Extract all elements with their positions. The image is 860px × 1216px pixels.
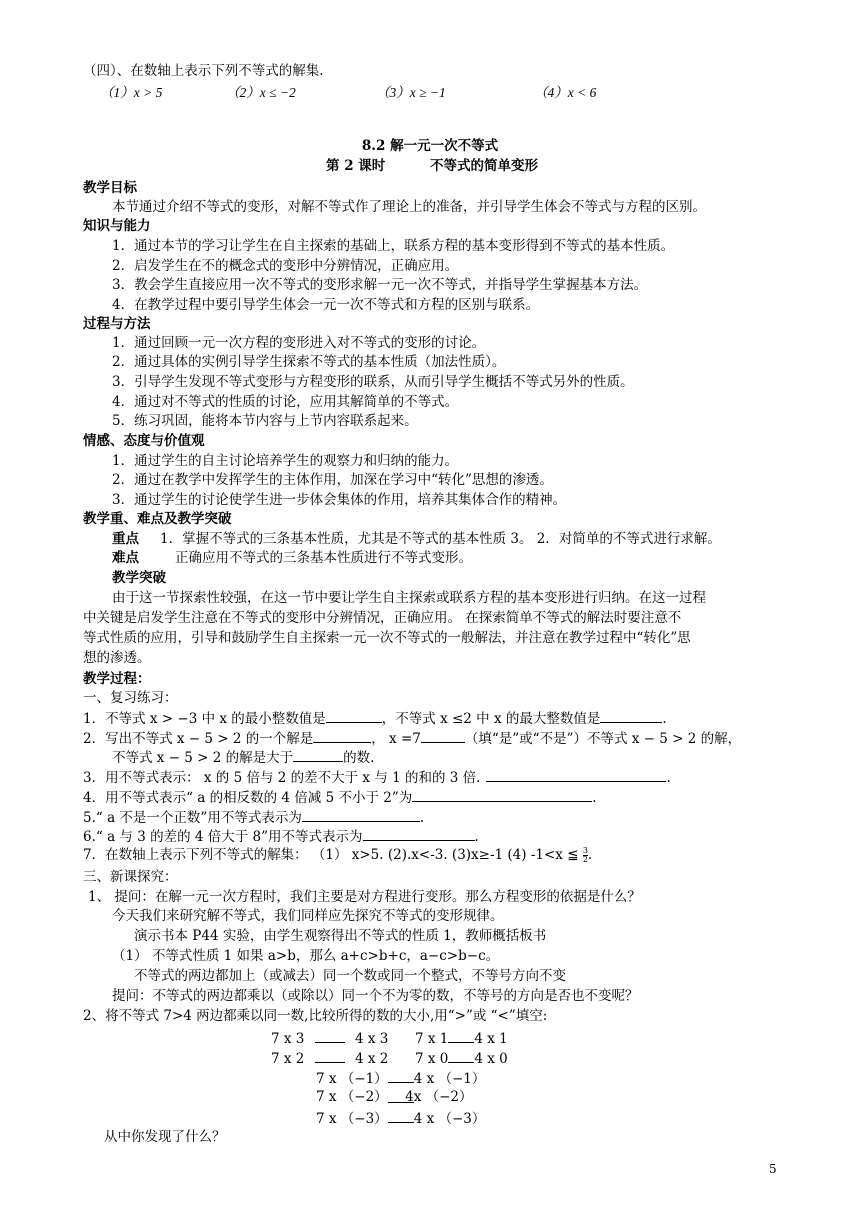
question-5 — [83, 807, 424, 827]
filled-blank — [388, 1088, 414, 1103]
blank — [302, 807, 420, 822]
new-lesson-heading: 三、新课探究： — [83, 869, 178, 885]
lesson-topic: 不等式的简单变形 — [430, 158, 538, 174]
process-method-item: 5．练习巩固，能将本节内容与上节内容联系起来。 — [112, 413, 418, 429]
knowledge-item: 2．启发学生在不的概念式的变形中分辨情况，正确应用。 — [112, 258, 459, 274]
expr: 4 x 2 — [354, 1051, 389, 1067]
section4-item-4: （4）x < 6 — [534, 85, 597, 100]
question-4 — [83, 787, 597, 807]
q1-part-a: 1．不等式 x > −3 中 x 的最小整数值是 — [83, 711, 326, 727]
q2-part-e: 的数. — [343, 750, 375, 766]
process-method-heading: 过程与方法 — [83, 316, 151, 332]
zhongdian-label: 重点 — [112, 531, 139, 547]
fraction-numerator: 3 — [582, 846, 588, 855]
new-lesson-p5: 不等式的两边都加上（或减去）同一个数或同一个整式，不等号方向不变 — [134, 968, 566, 984]
blank — [313, 728, 371, 743]
expr: 7 x 0 — [415, 1051, 449, 1067]
goals-heading: 教学目标 — [83, 180, 137, 196]
blank — [388, 1108, 414, 1123]
question-2 — [83, 728, 741, 748]
knowledge-item: 1．通过本节的学习让学生在自主探索的基础上，联系方程的基本变形得到不等式的基本性质。 — [112, 238, 675, 254]
goals-intro: 本节通过介绍不等式的变形，对解不等式作了理论上的准备，并引导学生体会不等式与方程的区别。 — [112, 199, 706, 215]
expr: 4 x 3 — [354, 1031, 389, 1047]
process-method-item: 4．通过对不等式的性质的讨论，应用其解简单的不等式。 — [112, 394, 459, 410]
blank — [388, 1068, 414, 1083]
expr: 7 x （−3） — [316, 1111, 388, 1127]
q1-part-b: ，不等式 x ≤2 中 x 的最大整数值是 — [381, 711, 601, 727]
compare-row — [316, 1068, 485, 1088]
section4-item-1: （1）x > 5 — [100, 85, 163, 100]
period: . — [666, 770, 671, 786]
compare-row — [271, 1028, 388, 1048]
expr: 7 x 1 — [415, 1031, 449, 1047]
q2-part-d: 不等式 x − 5 > 2 的解是大于 — [112, 750, 294, 766]
q7-text: 7．在数轴上表示下列不等式的解集： （1） x>5. (2).x<-3. (3)x≥-1 (4) -1<x ≦ — [83, 847, 579, 863]
period: . — [419, 810, 425, 826]
blank — [293, 747, 343, 762]
compare-row — [316, 1088, 473, 1106]
blank — [448, 1028, 474, 1043]
fraction-denominator: 2 — [582, 855, 588, 864]
section4-title: （四）、在数轴上表示下列不等式的解集. — [83, 63, 324, 79]
blank — [600, 708, 662, 723]
knowledge-heading: 知识与能力 — [83, 218, 151, 234]
process-method-item: 2．通过具体的实例引导学生探索不等式的基本性质（加法性质）。 — [112, 354, 506, 370]
period: . — [662, 711, 667, 727]
blank — [448, 1048, 474, 1063]
new-lesson-p6: 提问：不等式的两边都乘以（或除以）同一个不为零的数，不等号的方向是否也不变呢？ — [112, 988, 639, 1004]
expr: 4 x （−3） — [413, 1111, 486, 1127]
expr: 7 x 3 — [271, 1031, 305, 1047]
page-title: 8.2 解一元一次不等式 — [361, 138, 499, 154]
emotion-item: 1．通过学生的自主讨论培养学生的观察力和归纳的能力。 — [112, 453, 459, 469]
page-number: 5 — [769, 1162, 777, 1176]
section4-item-3: （3）x ≥ −1 — [376, 85, 446, 100]
process-heading: 教学过程： — [83, 671, 151, 687]
question-7 — [83, 846, 592, 864]
question-3 — [83, 767, 671, 787]
conclusion-question: 从中你发现了什么？ — [104, 1129, 226, 1145]
question-1 — [83, 708, 667, 728]
expr: 7 x （−1） — [316, 1071, 388, 1087]
blank — [412, 787, 592, 802]
compare-row — [415, 1048, 508, 1068]
key-points-heading: 教学重、难点及教学突破 — [83, 511, 232, 527]
tupo-line: 想的渗透。 — [83, 650, 151, 666]
q6-text: 6.“ a 与 3 的差的 4 倍大于 8”用不等式表示为 — [83, 829, 363, 845]
q2-part-a: 2．写出不等式 x − 5 > 2 的一个解是 — [83, 731, 314, 747]
new-lesson-p1: 1、 提问：在解一元一次方程时，我们主要是对方程进行变形。那么方程变形的依据是什么？ — [88, 889, 641, 905]
blank — [315, 1028, 345, 1043]
knowledge-item: 3．教会学生直接应用一次不等式的变形求解一元一次不等式，并指导学生掌握基本方法。 — [112, 277, 648, 293]
period: . — [592, 790, 597, 806]
blank — [326, 708, 382, 723]
new-lesson-p3: 演示书本 P44 实验，由学生观察得出不等式的性质 1，教师概括板书 — [134, 928, 547, 944]
emotion-heading: 情感、态度与价值观 — [83, 433, 205, 449]
new-lesson-p2: 今天我们来研究解不等式，我们同样应先探究不等式的变形规律。 — [112, 908, 504, 924]
tupo-line: 中关键是启发学生注意在不等式的变形中分辨情况，正确应用。 在探索简单不等式的解法时要注意不 — [83, 610, 682, 626]
process-method-item: 3．引导学生发现不等式变形与方程变形的联系，从而引导学生概括不等式另外的性质。 — [112, 374, 634, 390]
expr: 7 x （−2） — [316, 1089, 388, 1105]
expr: x （−2） — [413, 1089, 473, 1105]
new-lesson-p7: 2、将不等式 7>4 两边都乘以同一数,比较所得的数的大小,用“>”或 “<”填空: — [83, 1008, 548, 1024]
tupo-heading: 教学突破 — [112, 570, 166, 586]
blank — [421, 728, 465, 743]
q3-text: 3．用不等式表示： x 的 5 倍与 2 的差不大于 x 与 1 的和的 3 倍. — [83, 770, 481, 786]
question-2-cont — [112, 747, 374, 767]
q4-text: 4．用不等式表示“ a 的相反数的 4 倍减 5 不小于 2”为 — [83, 790, 413, 806]
expr: 4 x 0 — [474, 1051, 508, 1067]
section4-item-2: （2）x ≤ −2 — [226, 85, 296, 100]
new-lesson-p4: （1） 不等式性质 1 如果 a>b，那么 a+c>b+c，a−c>b−c。 — [112, 948, 500, 964]
tupo-line: 由于这一节探索性较强，在这一节中要让学生自主探索或联系方程的基本变形进行归纳。在这一过程 — [112, 590, 706, 606]
blank — [363, 826, 475, 841]
compare-row — [316, 1108, 485, 1128]
expr: 7 x 2 — [271, 1051, 305, 1067]
blank — [486, 767, 666, 782]
expr: 4 x （−1） — [413, 1071, 486, 1087]
lesson-label: 第 2 课时 — [326, 158, 386, 174]
knowledge-item: 4．在教学过程中要引导学生体会一元一次不等式和方程的区别与联系。 — [112, 297, 540, 313]
process-method-item: 1．通过回顾一元一次方程的变形进入对不等式的变形的讨论。 — [112, 335, 486, 351]
q2-part-b: ， x =7 — [371, 731, 421, 747]
q5-text: 5.“ a 不是一个正数”用不等式表示为 — [83, 810, 302, 826]
nandian-label: 难点 — [112, 550, 139, 566]
nandian-text: 正确应用不等式的三条基本性质进行不等式变形。 — [175, 550, 472, 566]
compare-row — [415, 1028, 508, 1048]
blank-fill: 4 — [405, 1089, 414, 1105]
review-heading: 一、复习练习： — [83, 690, 178, 706]
zhongdian-text: 1．掌握不等式的三条基本性质，尤其是不等式的基本性质 3。 2．对简单的不等式进行求解。 — [160, 531, 721, 547]
tupo-line: 等式性质的应用，引导和鼓励学生自主探索一元一次不等式的一般解法，并注意在教学过程中“转化”思 — [83, 630, 691, 646]
expr: 4 x 1 — [474, 1031, 508, 1047]
period: . — [474, 829, 479, 845]
emotion-item: 3．通过学生的讨论使学生进一步体会集体的作用，培养其集体合作的精神。 — [112, 492, 567, 508]
q2-part-c: （填“是”或“不是”）不等式 x − 5 > 2 的解， — [464, 731, 742, 747]
emotion-item: 2．通过在教学中发挥学生的主体作用，加深在学习中“转化”思想的渗透。 — [112, 472, 553, 488]
compare-row — [271, 1048, 388, 1068]
period: . — [587, 847, 593, 863]
question-6 — [83, 826, 479, 846]
blank — [315, 1048, 345, 1063]
